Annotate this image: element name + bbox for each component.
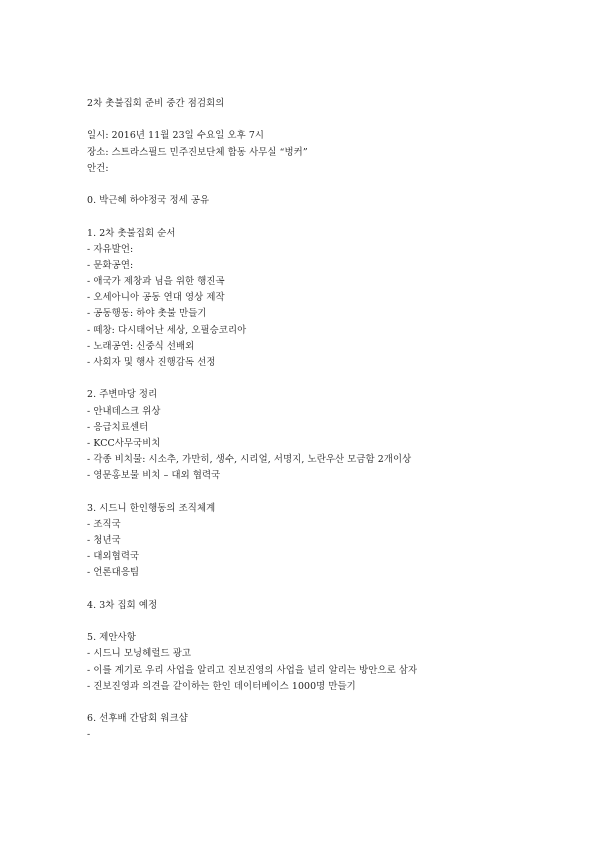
section-heading: 5. 제안사항: [87, 632, 136, 644]
list-item: - 언론대응팀: [87, 567, 140, 579]
meeting-place: 장소: 스트라스필드 민주진보단체 합동 사무실 “벙커”: [87, 146, 308, 158]
spacer: [87, 614, 577, 630]
spacer: [87, 582, 577, 598]
list-item: - 진보진영과 의견을 같이하는 한인 데이터베이스 1000명 만들기: [87, 680, 356, 692]
spacer: [87, 112, 577, 128]
section-heading: 4. 3차 집회 예정: [87, 599, 158, 611]
spacer: [87, 177, 577, 193]
list-item: - 공동행동: 하야 촛불 만들기: [87, 308, 207, 320]
list-item: - 대외협력국: [87, 551, 140, 563]
section-heading: 1. 2차 촛불집회 순서: [87, 227, 176, 239]
list-item: - 청년국: [87, 535, 121, 547]
list-item: - 사회자 및 행사 진행감독 선정: [87, 357, 216, 368]
list-item: - 안내데스크 위상: [87, 405, 161, 417]
section-heading: 2. 주변마당 정리: [87, 389, 158, 401]
spacer: [87, 209, 577, 225]
spacer: [87, 371, 577, 387]
list-item: -: [87, 729, 91, 741]
list-item: - 응급치료센터: [87, 421, 149, 433]
spacer: [87, 695, 577, 711]
list-item: - 이를 계기로 우리 사업을 알리고 진보진영의 사업을 널리 알리는 방안으로 삼자: [87, 664, 418, 676]
list-item: - 애국가 제창과 님을 위한 행진곡: [87, 276, 225, 288]
section-heading: 3. 시드니 한인행동의 조직체계: [87, 502, 216, 514]
section-heading: 6. 선후배 간담회 워크샵: [87, 713, 188, 725]
list-item: - KCC사무국비치: [87, 437, 161, 449]
list-item: - 떼창: 다시태어난 세상, 오필승코리아: [87, 324, 247, 336]
list-item: - 노래공연: 신중식 선배외: [87, 340, 195, 352]
document-title: 2차 촛불집회 준비 중간 점검회의: [87, 98, 225, 109]
meeting-date: 일시: 2016년 11월 23일 수요일 오후 7시: [87, 130, 265, 142]
list-item: - 자유발언:: [87, 243, 134, 255]
list-item: - 시드니 모닝헤럴드 광고: [87, 648, 192, 660]
list-item: - 오세아니아 공동 연대 영상 제작: [87, 292, 225, 304]
list-item: - 문화공연:: [87, 259, 134, 271]
list-item: - 조직국: [87, 518, 121, 530]
document-page: [87, 96, 577, 744]
meeting-agenda-label: 안건:: [87, 162, 109, 174]
list-item: - 영문홍보물 비치 – 대외 협력국: [87, 470, 221, 482]
spacer: [87, 485, 577, 501]
list-item: - 각종 비치물: 시소추, 가만히, 생수, 시리얼, 서명지, 노란우산 모금함 2개이상: [87, 454, 412, 466]
section-heading: 0. 박근혜 하야정국 정세 공유: [87, 195, 210, 207]
